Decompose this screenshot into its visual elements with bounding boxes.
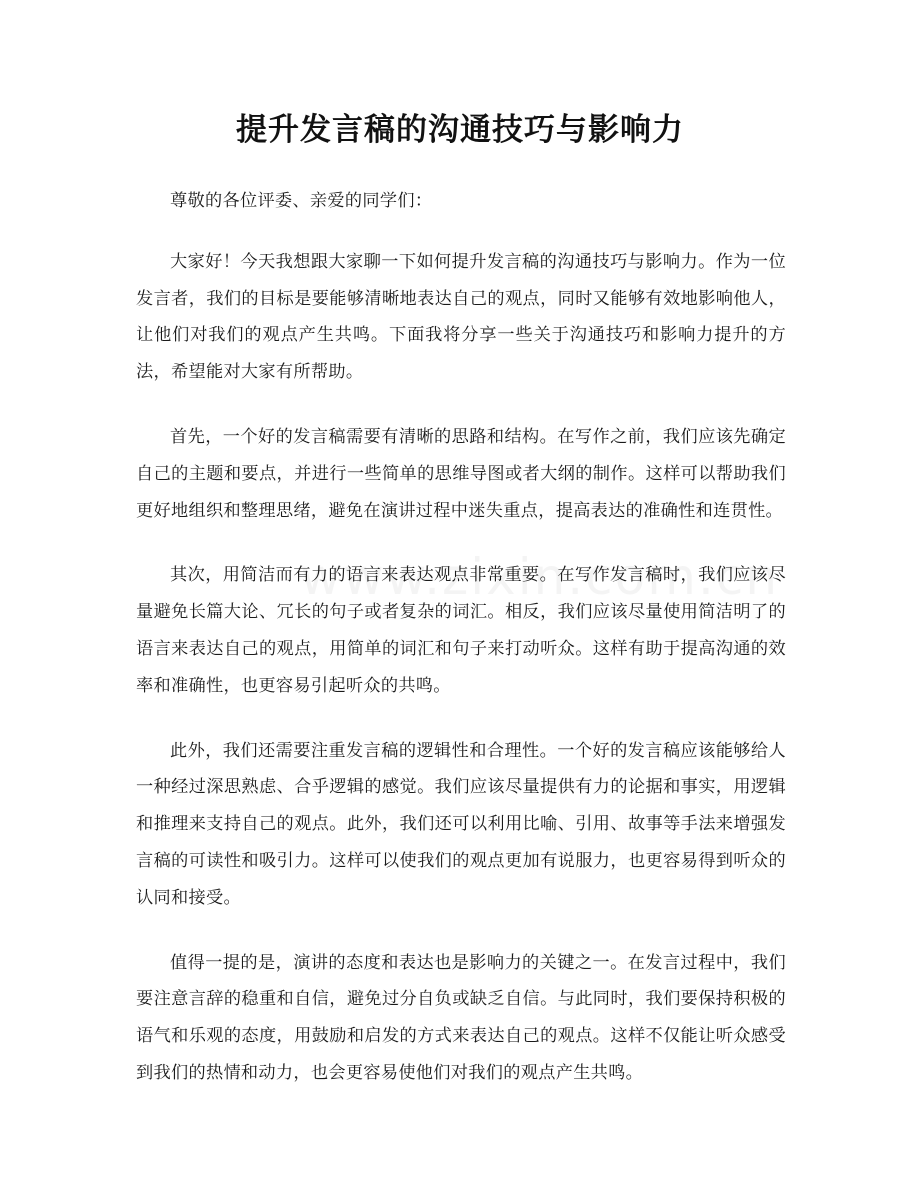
- document-body: [136, 183, 786, 1120]
- paragraph-1: 大家好！今天我想跟大家聊一下如何提升发言稿的沟通技巧与影响力。作为一位发言者，我们的目标是要能够清晰地表达自己的观点，同时又能够有效地影响他人，让他们对我们的观点产生共鸣。下面我将分享一些关于沟通技巧和影响力提升的方法，希望能对大家有所帮助。: [136, 251, 786, 383]
- greeting: 尊敬的各位评委、亲爱的同学们：: [170, 191, 433, 211]
- paragraph-4: 此外，我们还需要注重发言稿的逻辑性和合理性。一个好的发言稿应该能够给人一种经过深思熟虑、合乎逻辑的感觉。我们应该尽量提供有力的论据和事实，用逻辑和推理来支持自己的观点。此外，我们还可以利用比喻、引用、故事等手法来增强发言稿的可读性和吸引力。这样可以使我们的观点更加有说服力，也更容易得到听众的认同和接受。: [136, 740, 786, 908]
- document-title: 提升发言稿的沟通技巧与影响力: [236, 112, 684, 148]
- paragraph-5: 值得一提的是，演讲的态度和表达也是影响力的关键之一。在发言过程中，我们要注意言辞的稳重和自信，避免过分自负或缺乏自信。与此同时，我们要保持积极的语气和乐观的态度，用鼓励和启发的方式来表达自己的观点。这样不仅能让听众感受到我们的热情和动力，也会更容易使他们对我们的观点产生共鸣。: [136, 952, 786, 1083]
- paragraph-3: 其次，用简洁而有力的语言来表达观点非常重要。在写作发言稿时，我们应该尽量避免长篇大论、冗长的句子或者复杂的词汇。相反，我们应该尽量使用简洁明了的语言来表达自己的观点，用简单的词汇和句子来打动听众。这样有助于提高沟通的效率和准确性，也更容易引起听众的共鸣。: [136, 565, 786, 696]
- paragraph-2: 首先，一个好的发言稿需要有清晰的思路和结构。在写作之前，我们应该先确定自己的主题和要点，并进行一些简单的思维导图或者大纲的制作。这样可以帮助我们更好地组织和整理思绪，避免在演讲过程中迷失重点，提高表达的准确性和连贯性。: [136, 426, 786, 521]
